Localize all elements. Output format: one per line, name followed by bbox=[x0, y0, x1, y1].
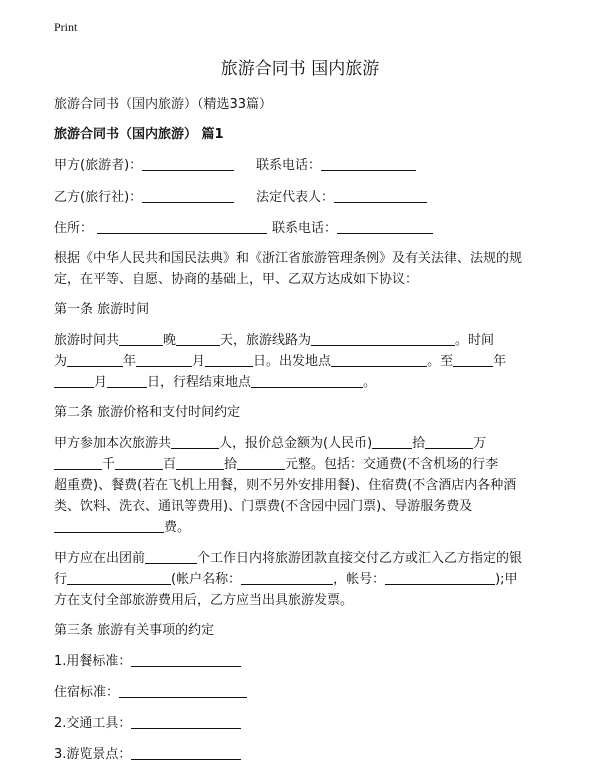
end-day-blank[interactable] bbox=[107, 373, 147, 388]
text-segment: 。时间 bbox=[455, 333, 495, 348]
text-segment: 日。出发地点 bbox=[253, 354, 332, 369]
start-month-blank[interactable] bbox=[136, 352, 192, 367]
lodging-blank[interactable] bbox=[119, 683, 247, 698]
departure-blank[interactable] bbox=[331, 352, 427, 367]
article-2-line-4: 类、饮料、洗衣、通讯等费用)、门票费(不含园中园门票)、导游服务费及 bbox=[54, 499, 473, 514]
amount-tens-thousands-blank[interactable] bbox=[372, 434, 412, 449]
transport-row bbox=[54, 713, 241, 734]
bank-blank[interactable] bbox=[67, 570, 171, 585]
article-2-line-1 bbox=[54, 433, 486, 454]
days-blank[interactable] bbox=[176, 331, 220, 346]
lodging-standard-row bbox=[54, 682, 247, 703]
text-segment: 拾 bbox=[224, 457, 238, 472]
article-1-line-3 bbox=[54, 372, 376, 393]
meal-standard-row bbox=[54, 651, 241, 672]
amount-ones-blank[interactable] bbox=[237, 455, 285, 470]
phone-blank-2[interactable] bbox=[337, 219, 433, 234]
text-segment: 月 bbox=[192, 354, 206, 369]
people-blank[interactable] bbox=[171, 434, 219, 449]
text-segment: 千 bbox=[102, 457, 116, 472]
address-row bbox=[54, 218, 267, 239]
nights-blank[interactable] bbox=[119, 331, 163, 346]
phone-label-2: 联系电话： bbox=[272, 221, 338, 236]
article-1-line-2 bbox=[54, 351, 506, 372]
article-2-heading: 第二条 旅游价格和支付时间约定 bbox=[54, 405, 241, 420]
intro-line-1: 根据《中华人民共和国民法典》和《浙江省旅游管理条例》及有关法律、法规的规 bbox=[54, 251, 523, 266]
transport-blank[interactable] bbox=[131, 714, 241, 729]
text-segment: 甲方应在出团前 bbox=[54, 551, 146, 566]
section-heading: 旅游合同书（国内旅游） 篇1 bbox=[54, 127, 224, 142]
article-2-line-3: 超重费)、餐费(若在飞机上用餐，则不另外安排用餐)、住宿费(不含酒店内各种酒 bbox=[54, 478, 517, 493]
article-1-heading: 第一条 旅游时间 bbox=[54, 302, 150, 317]
text-segment: 日，行程结束地点 bbox=[147, 375, 252, 390]
text-segment: );甲 bbox=[495, 572, 518, 587]
text-segment: ，帐号： bbox=[333, 572, 386, 587]
text-segment: 费。 bbox=[164, 520, 191, 535]
text-segment: 行 bbox=[54, 572, 68, 587]
party-b-row bbox=[54, 187, 234, 208]
text-segment: 元整。包括：交通费(不含机场的行李 bbox=[285, 457, 499, 472]
text-segment: 年 bbox=[123, 354, 137, 369]
lodging-label: 住宿标准： bbox=[54, 685, 120, 700]
payment-line-1 bbox=[54, 548, 522, 569]
text-segment: 晚 bbox=[163, 333, 177, 348]
print-label: Print bbox=[54, 20, 78, 34]
account-number-blank[interactable] bbox=[385, 570, 495, 585]
article-2-line-2 bbox=[54, 454, 498, 475]
article-1-line-1 bbox=[54, 330, 494, 351]
amount-hundreds-blank[interactable] bbox=[115, 455, 163, 470]
text-segment: 个工作日内将旅游团款直接交付乙方或汇入乙方指定的银 bbox=[197, 551, 523, 566]
text-segment: 。至 bbox=[427, 354, 454, 369]
document-title: 旅游合同书 国内旅游 bbox=[220, 59, 380, 79]
party-a-blank[interactable] bbox=[142, 156, 234, 171]
end-month-lead-blank[interactable] bbox=[54, 373, 94, 388]
text-segment: 月 bbox=[94, 375, 108, 390]
legal-rep-label: 法定代表人： bbox=[256, 190, 335, 205]
party-a-row bbox=[54, 155, 234, 176]
amount-thousands-blank[interactable] bbox=[54, 455, 102, 470]
text-segment: 为 bbox=[54, 354, 68, 369]
document-subtitle: 旅游合同书（国内旅游）（精选33篇） bbox=[54, 97, 273, 112]
amount-tens-blank[interactable] bbox=[176, 455, 224, 470]
end-year-blank[interactable] bbox=[453, 352, 493, 367]
phone-blank[interactable] bbox=[321, 156, 416, 171]
account-name-blank[interactable] bbox=[241, 570, 333, 585]
start-day-blank[interactable] bbox=[205, 352, 253, 367]
text-segment: 年 bbox=[493, 354, 507, 369]
legal-rep-blank[interactable] bbox=[334, 188, 427, 203]
sights-blank[interactable] bbox=[131, 745, 241, 760]
text-segment: 。 bbox=[363, 375, 377, 390]
text-segment: 甲方参加本次旅游共 bbox=[54, 436, 172, 451]
payment-line-3: 方在支付全部旅游费用后，乙方应当出具旅游发票。 bbox=[54, 593, 354, 608]
sights-row bbox=[54, 744, 241, 765]
article-3-heading: 第三条 旅游有关事项的约定 bbox=[54, 623, 215, 638]
text-segment: (帐户名称： bbox=[171, 572, 242, 587]
legal-rep-row bbox=[256, 187, 427, 208]
transport-label: 2.交通工具： bbox=[54, 716, 132, 731]
address-label: 住所： bbox=[54, 221, 94, 236]
end-place-blank[interactable] bbox=[251, 373, 363, 388]
party-a-label: 甲方(旅游者)： bbox=[54, 158, 143, 173]
other-fee-blank[interactable] bbox=[54, 518, 164, 533]
party-a-phone-row bbox=[256, 155, 416, 176]
text-segment: 拾 bbox=[412, 436, 426, 451]
route-blank[interactable] bbox=[311, 331, 455, 346]
text-segment: 百 bbox=[163, 457, 177, 472]
meal-label: 1.用餐标准： bbox=[54, 654, 132, 669]
address-blank[interactable] bbox=[97, 219, 267, 234]
sights-label: 3.游览景点： bbox=[54, 747, 132, 762]
address-phone-row bbox=[272, 218, 433, 239]
text-segment: 旅游时间共 bbox=[54, 333, 120, 348]
start-year-blank[interactable] bbox=[67, 352, 123, 367]
text-segment: 天，旅游线路为 bbox=[220, 333, 312, 348]
text-segment: 万 bbox=[473, 436, 487, 451]
party-b-label: 乙方(旅行社)： bbox=[54, 190, 143, 205]
article-2-line-5 bbox=[54, 517, 190, 538]
party-b-blank[interactable] bbox=[142, 188, 234, 203]
amount-wan-blank[interactable] bbox=[425, 434, 473, 449]
intro-line-2: 定，在平等、自愿、协商的基础上，甲、乙双方达成如下协议： bbox=[54, 272, 419, 287]
phone-label: 联系电话： bbox=[256, 158, 322, 173]
payment-line-2 bbox=[54, 569, 518, 590]
workdays-blank[interactable] bbox=[145, 549, 197, 564]
meal-blank[interactable] bbox=[131, 652, 241, 667]
text-segment: 人，报价总金额为(人民币) bbox=[219, 436, 373, 451]
